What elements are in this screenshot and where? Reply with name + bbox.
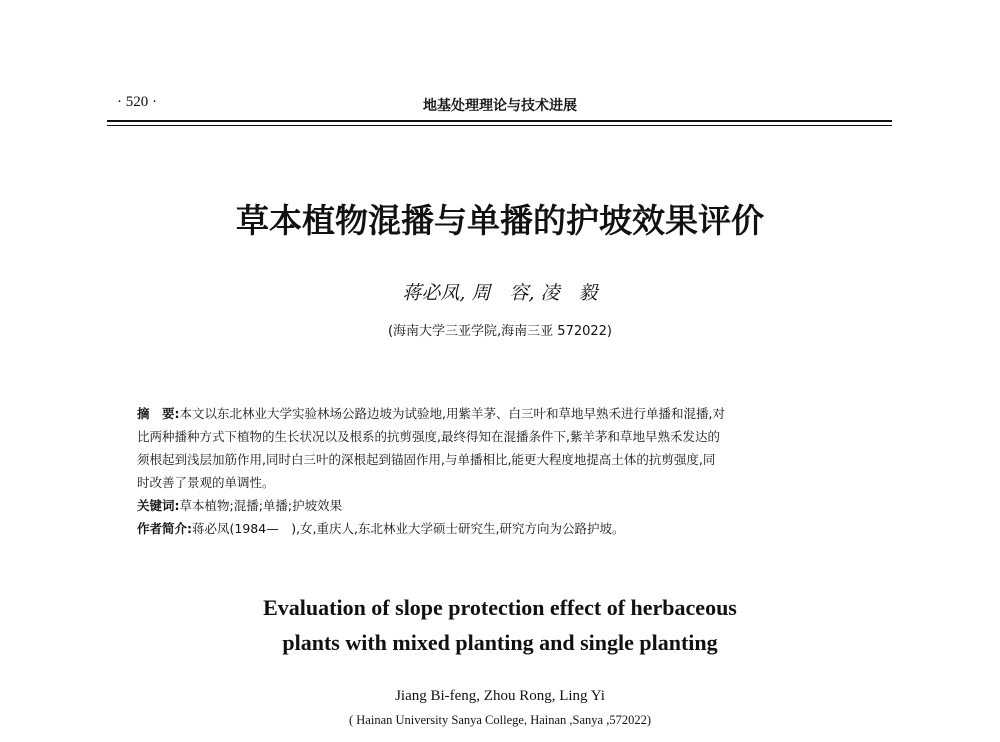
page-number: · 520 ·: [117, 94, 157, 110]
authors-cn: 蒋必凤, 周 容, 凌 毅: [402, 282, 598, 304]
article-title-en: [0, 590, 1000, 660]
abstract-line-1: [137, 402, 867, 425]
title-en-line-2: plants with mixed planting and single planting: [282, 630, 718, 655]
affiliation-cn: (海南大学三亚学院,海南三亚 572022): [387, 324, 613, 339]
keywords-line: [137, 494, 867, 517]
author-bio-text: 蒋必凤(1984— ),女,重庆人,东北林业大学硕士研究生,研究方向为公路护坡。: [192, 521, 625, 536]
abstract-line-2: 比两种播种方式下植物的生长状况以及根系的抗剪强度,最终得知在混播条件下,紫羊茅和草地早熟禾发达的: [137, 429, 720, 444]
abstract-text-1: 本文以东北林业大学实验林场公路边坡为试验地,用紫羊茅、白三叶和草地早熟禾进行单播和混播,对: [179, 406, 725, 421]
abstract-section: [137, 402, 867, 540]
author-bio-label: 作者简介:: [137, 521, 192, 536]
header-rule-thin: [107, 125, 892, 126]
abstract-label: 摘 要:: [137, 406, 180, 421]
header-rule-thick: [107, 120, 892, 122]
abstract-line-3: 须根起到浅层加筋作用,同时白三叶的深根起到锚固作用,与单播相比,能更大程度地提高土体的抗剪强度,同: [137, 452, 716, 467]
title-en-line-1: Evaluation of slope protection effect of herbaceous: [263, 595, 737, 620]
authors-en: Jiang Bi-feng, Zhou Rong, Ling Yi: [395, 688, 605, 704]
abstract-line-4: 时改善了景观的单调性。: [137, 475, 275, 490]
keywords-text: 草本植物;混播;单播;护坡效果: [179, 498, 343, 513]
article-title-cn: 草本植物混播与单播的护坡效果评价: [236, 201, 764, 240]
keywords-label: 关键词:: [137, 498, 180, 513]
author-bio-line: [137, 517, 867, 540]
affiliation-en: ( Hainan University Sanya College, Hainan ,Sanya ,572022): [348, 713, 651, 727]
journal-running-head: 地基处理理论与技术进展: [423, 98, 577, 114]
